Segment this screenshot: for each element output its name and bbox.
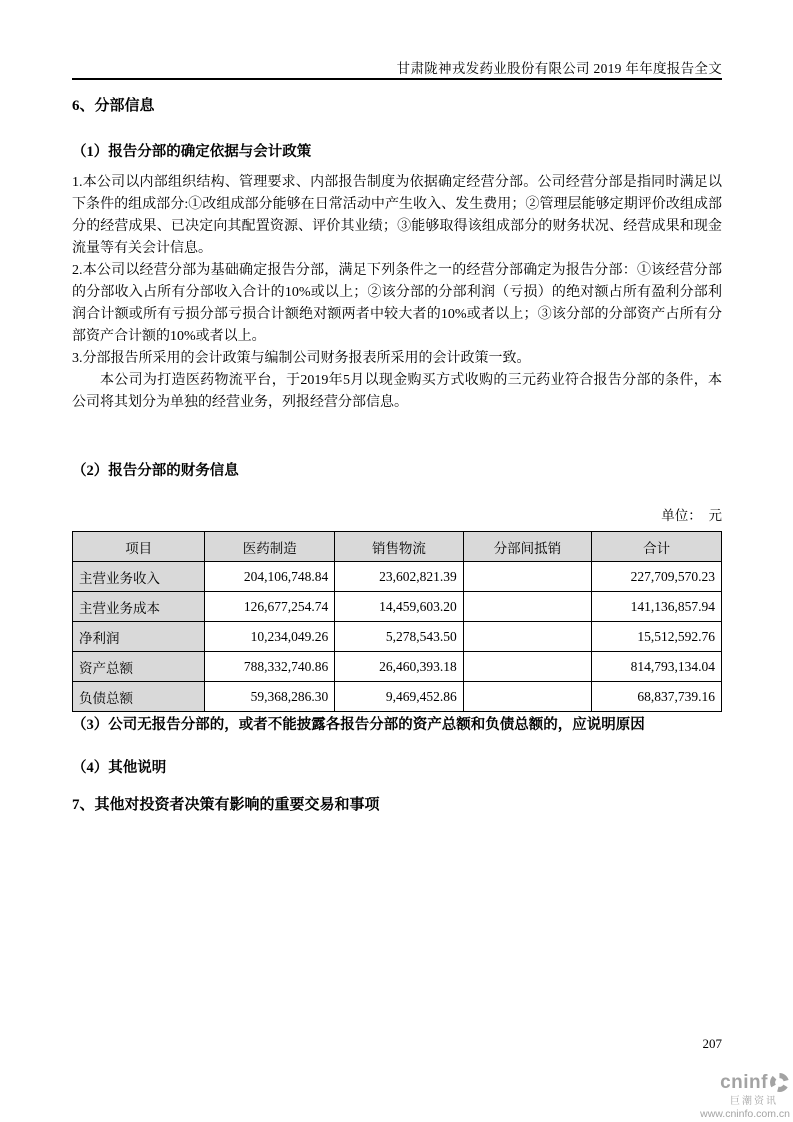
table-row xyxy=(73,682,722,712)
table-header-row xyxy=(73,532,722,562)
table-cell: 59,368,286.30 xyxy=(205,682,335,712)
table-cell: 15,512,592.76 xyxy=(592,622,722,652)
page-header-title: 甘肃陇神戎发药业股份有限公司 2019 年年度报告全文 xyxy=(396,61,722,76)
table-cell: 814,793,134.04 xyxy=(592,652,722,682)
section-6-3-heading: （3）公司无报告分部的，或者不能披露各报告分部的资产总额和负债总额的，应说明原因 xyxy=(72,717,645,733)
table-row xyxy=(73,652,722,682)
cninfo-url: www.cninfo.com.cn xyxy=(700,1108,790,1120)
table-cell xyxy=(463,652,592,682)
section-6-1-heading: （1）报告分部的确定依据与会计政策 xyxy=(72,144,312,160)
table-cell: 68,837,739.16 xyxy=(592,682,722,712)
row-label: 资产总额 xyxy=(73,652,205,682)
cninfo-swoosh-icon xyxy=(769,1072,790,1093)
table-header-total: 合计 xyxy=(592,532,722,562)
segment-financial-table xyxy=(72,531,722,712)
table-row xyxy=(73,622,722,652)
body-paragraph-3: 3.分部报告所采用的会计政策与编制公司财务报表所采用的会计政策一致。 xyxy=(72,351,531,366)
table-row xyxy=(73,592,722,622)
segment-policy-text xyxy=(72,172,722,414)
section-6-heading: 6、分部信息 xyxy=(72,98,155,114)
table-cell xyxy=(463,562,592,592)
table-cell: 126,677,254.74 xyxy=(205,592,335,622)
table-cell: 9,469,452.86 xyxy=(335,682,464,712)
cninfo-brand-text: cninf xyxy=(720,1072,768,1093)
unit-label: 单位： 元 xyxy=(661,508,722,523)
table-header-pharma: 医药制造 xyxy=(205,532,335,562)
table-cell: 14,459,603.20 xyxy=(335,592,464,622)
cninfo-subtitle: 巨潮资讯 xyxy=(730,1096,778,1107)
table-cell: 23,602,821.39 xyxy=(335,562,464,592)
page-number: 207 xyxy=(702,1036,722,1051)
table-row xyxy=(73,562,722,592)
row-label: 负债总额 xyxy=(73,682,205,712)
body-paragraph-4: 本公司为打造医药物流平台，于2019年5月以现金购买方式收购的三元药业符合报告分部的条件，本公司将其划分为单独的经营业务，列报经营分部信息。 xyxy=(72,373,722,410)
body-paragraph-2: 2.本公司以经营分部为基础确定报告分部，满足下列条件之一的经营分部确定为报告分部：①该经营分部的分部收入占所有分部收入合计的10%或以上；②该分部的分部利润（亏损）的绝对额占所有盈利分部利润合计额或所有亏损分部亏损合计额绝对额两者中较大者的10%或者以上；③该分部的分部资产占所有分部资产合计额的10%或者以上。 xyxy=(72,263,722,344)
table-cell: 10,234,049.26 xyxy=(205,622,335,652)
section-6-2-heading: （2）报告分部的财务信息 xyxy=(72,463,239,479)
table-cell: 26,460,393.18 xyxy=(335,652,464,682)
cninfo-logo xyxy=(670,1072,790,1120)
table-header-item: 项目 xyxy=(73,532,205,562)
section-6-4-heading: （4）其他说明 xyxy=(72,760,167,776)
table-cell: 5,278,543.50 xyxy=(335,622,464,652)
section-7-heading: 7、其他对投资者决策有影响的重要交易和事项 xyxy=(72,797,380,813)
table-cell: 204,106,748.84 xyxy=(205,562,335,592)
row-label: 主营业务成本 xyxy=(73,592,205,622)
table-header-elimination: 分部间抵销 xyxy=(463,532,592,562)
table-cell: 788,332,740.86 xyxy=(205,652,335,682)
table-cell: 227,709,570.23 xyxy=(592,562,722,592)
table-cell: 141,136,857.94 xyxy=(592,592,722,622)
table-cell xyxy=(463,622,592,652)
table-header-logistics: 销售物流 xyxy=(335,532,464,562)
row-label: 主营业务收入 xyxy=(73,562,205,592)
table-cell xyxy=(463,592,592,622)
table-cell xyxy=(463,682,592,712)
body-paragraph-1: 1.本公司以内部组织结构、管理要求、内部报告制度为依据确定经营分部。公司经营分部是指同时满足以下条件的组成部分:①改组成部分能够在日常活动中产生收入、发生费用；②管理层能够定期评价改组成部分的经营成果、已决定向其配置资源、评价其业绩；③能够取得该组成部分的财务状况、经营成果和现金流量等有关会计信息。 xyxy=(72,175,722,256)
row-label: 净利润 xyxy=(73,622,205,652)
header-divider xyxy=(72,78,722,80)
